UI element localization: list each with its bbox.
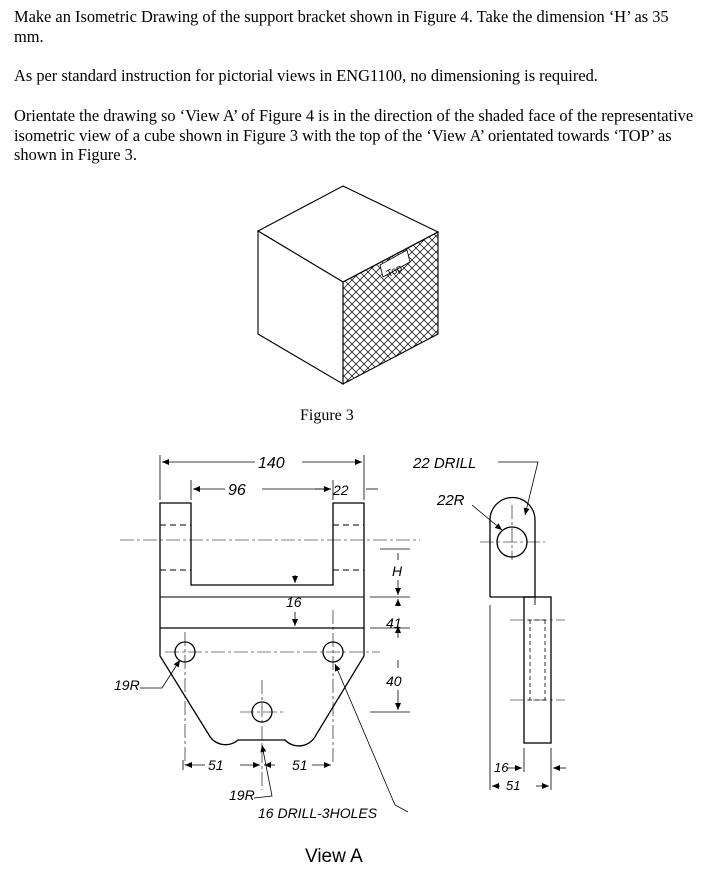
cube-top-label: Top [384, 262, 405, 280]
side-dim-51: 51 [506, 778, 521, 793]
dimension-lines [140, 455, 410, 812]
dim-h: H [392, 563, 403, 579]
dim-96: 96 [228, 482, 246, 499]
instruction-paragraph-2: As per standard instruction for pictorial views in ENG1100, no dimensioning is required. [14, 66, 598, 85]
dim-41: 41 [386, 615, 402, 631]
side-dim-16: 16 [494, 760, 509, 775]
view-a-label: View A [305, 846, 363, 867]
dim-51-left: 51 [208, 757, 224, 773]
dim-22r: 22R [437, 492, 465, 509]
holes-note: 16 DRILL-3HOLES [258, 805, 378, 821]
side-dimension-lines [472, 462, 566, 790]
figure-3-caption: Figure 3 [300, 407, 354, 424]
dim-16: 16 [286, 594, 302, 610]
instruction-paragraph-3: Orientate the drawing so ‘View A’ of Figure 4 is in the direction of the shaded face of the representative isometric view of a cube shown in Figure 3 with the top of the ‘View A’ orientated towards ‘TOP’ as shown in Figure 3. [14, 106, 694, 164]
isometric-cube [258, 186, 438, 384]
side-center-lines [480, 505, 565, 700]
dim-19r-bottom: 19R [229, 787, 255, 803]
dim-19r-left: 19R [114, 677, 140, 693]
drill-note: 22 DRILL [413, 455, 477, 472]
instruction-paragraph-1: Make an Isometric Drawing of the support bracket shown in Figure 4. Take the dimension ‘H’ as 35 mm. [14, 7, 669, 46]
dim-22: 22 [333, 482, 349, 498]
dim-51-mid: 51 [292, 757, 308, 773]
dim-40: 40 [386, 673, 402, 689]
side-leg [524, 597, 551, 743]
dim-140: 140 [258, 455, 285, 472]
